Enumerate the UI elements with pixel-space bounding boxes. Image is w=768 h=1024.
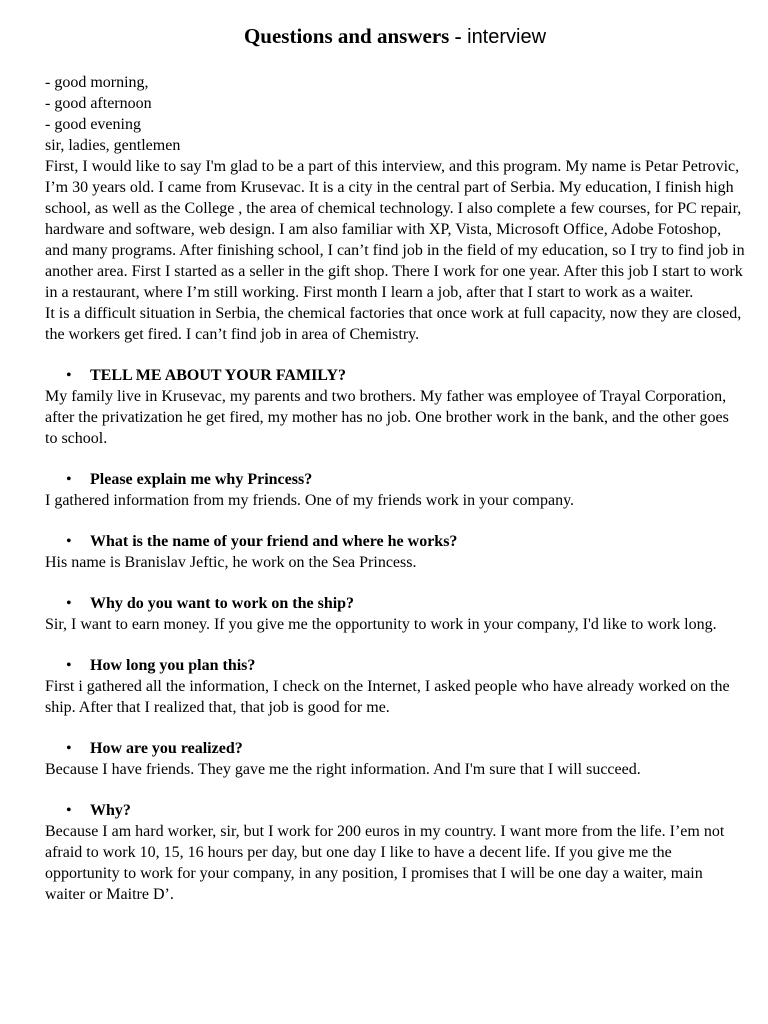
answer-text: Because I have friends. They gave me the right information. And I'm sure that I will succeed. <box>45 761 641 778</box>
bullet-icon: • <box>66 740 72 757</box>
document-title <box>45 20 745 52</box>
bullet-icon: • <box>66 533 72 550</box>
title-light-part: interview <box>461 26 547 48</box>
intro-paragraph: First, I would like to say I'm glad to be a part of this interview, and this program. My name is Petar Petrovic, I’m 30 years old. I came from Krusevac. It is a city in the central part of Serbia. My education, I finish high school, as well as the College , the area of chemical technology. I also complete a few courses, for PC repair, hardware and software, web design. I am also familiar with XP, Vista, Microsoft Office, Adobe Fotoshop, and many programs. After finishing school, I can’t find job in the field of my education, so I try to find job in another area. First I started as a seller in the gift shop. There I work for one year. After this job I start to work in a restaurant, where I’m still working. First month I learn a job, after that I start to work as a waiter. <box>45 158 745 301</box>
qa-section <box>45 365 745 449</box>
greeting-line: sir, ladies, gentlemen <box>45 137 181 154</box>
question-heading <box>45 738 745 759</box>
greeting-line: - good evening <box>45 116 141 133</box>
greetings-block <box>45 72 745 156</box>
document-body <box>45 72 745 905</box>
question-heading <box>45 531 745 552</box>
answer-text: Sir, I want to earn money. If you give me the opportunity to work in your company, I'd like to work long. <box>45 616 717 633</box>
greeting-line: - good afternoon <box>45 95 152 112</box>
question-heading <box>45 469 745 490</box>
question-text: TELL ME ABOUT YOUR FAMILY? <box>90 367 347 384</box>
question-text: Please explain me why Princess? <box>90 471 313 488</box>
question-text: How long you plan this? <box>90 657 256 674</box>
question-text: Why? <box>90 802 131 819</box>
qa-section <box>45 593 745 635</box>
question-heading <box>45 593 745 614</box>
greeting-line: - good morning, <box>45 74 149 91</box>
bullet-icon: • <box>66 367 72 384</box>
answer-text: His name is Branislav Jeftic, he work on the Sea Princess. <box>45 554 417 571</box>
qa-section <box>45 800 745 905</box>
qa-section <box>45 531 745 573</box>
question-heading <box>45 655 745 676</box>
answer-text: I gathered information from my friends. One of my friends work in your company. <box>45 492 575 509</box>
answer-text: My family live in Krusevac, my parents and two brothers. My father was employee of Trayal Corporation, after the privatization he get fired, my mother has no job. One brother work in the bank, and the other goes to school. <box>45 388 729 447</box>
question-text: What is the name of your friend and where he works? <box>90 533 458 550</box>
question-text: How are you realized? <box>90 740 243 757</box>
bullet-icon: • <box>66 657 72 674</box>
title-bold-part: Questions and answers - <box>243 24 462 48</box>
bullet-icon: • <box>66 595 72 612</box>
intro-paragraph-2: It is a difficult situation in Serbia, the chemical factories that once work at full capacity, now they are closed, the workers get fired. I can’t find job in area of Chemistry. <box>45 305 742 343</box>
answer-text: First i gathered all the information, I check on the Internet, I asked people who have already worked on the ship. After that I realized that, that job is good for me. <box>45 678 730 716</box>
bullet-icon: • <box>66 471 72 488</box>
bullet-icon: • <box>66 802 72 819</box>
qa-section <box>45 738 745 780</box>
document-page <box>45 20 745 905</box>
answer-text: Because I am hard worker, sir, but I work for 200 euros in my country. I want more from the life. I’em not afraid to work 10, 15, 16 hours per day, but one day I like to have a decent life. If you give me the opportunity to work for your company, in any position, I promises that I will be one day a waiter, main waiter or Maitre D’. <box>45 823 725 903</box>
qa-section <box>45 469 745 511</box>
question-heading <box>45 365 745 386</box>
question-heading <box>45 800 745 821</box>
qa-section <box>45 655 745 718</box>
question-text: Why do you want to work on the ship? <box>90 595 355 612</box>
